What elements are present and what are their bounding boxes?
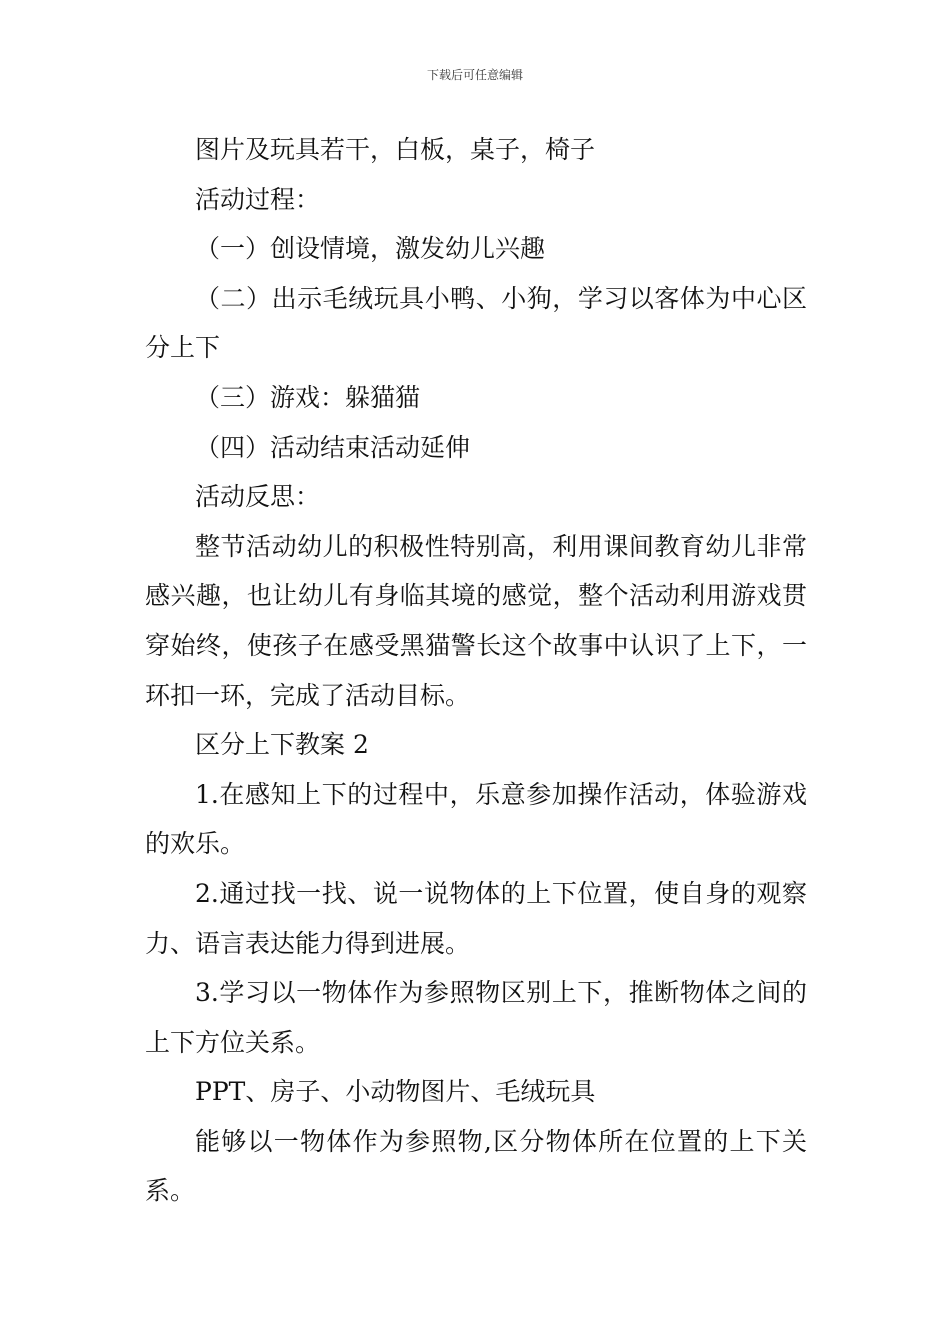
reflection-paragraph: 整节活动幼儿的积极性特别高，利用课间教育幼儿非常感兴趣，也让幼儿有身临其境的感觉，整个活动利用游戏贯穿始终，使孩子在感受黑猫警长这个故事中认识了上下，一环扣一环，完成了活动目标。 [145, 531, 807, 710]
step-4-paragraph: （四）活动结束活动延伸 [195, 432, 471, 462]
activity-process-heading: 活动过程： [195, 184, 321, 214]
step-2-paragraph: （二）出示毛绒玩具小鸭、小狗，学习以客体为中心区分上下 [145, 283, 807, 363]
materials-paragraph: 图片及玩具若干，白板，桌子，椅子 [195, 135, 596, 164]
materials-2-paragraph: PPT、房子、小动物图片、毛绒玩具 [195, 1077, 596, 1107]
goal-1-paragraph: 1.在感知上下的过程中，乐意参加操作活动，体验游戏的欢乐。 [145, 779, 807, 859]
reflection-heading: 活动反思： [195, 482, 321, 512]
step-3-paragraph: （三）游戏：躲猫猫 [195, 382, 421, 412]
key-point-paragraph: 能够以一物体作为参照物,区分物体所在位置的上下关系。 [145, 1126, 807, 1206]
lesson-plan-2-title: 区分上下教案 2 [195, 730, 369, 760]
document-body [145, 125, 807, 1216]
page-header: 下载后可任意编辑 [426, 68, 523, 82]
goal-3-paragraph: 3.学习以一物体作为参照物区别上下，推断物体之间的上下方位关系。 [145, 978, 807, 1057]
step-1-paragraph: （一）创设情境，激发幼儿兴趣 [195, 234, 546, 264]
goal-2-paragraph: 2.通过找一找、说一说物体的上下位置，使自身的观察力、语言表达能力得到进展。 [145, 878, 807, 958]
